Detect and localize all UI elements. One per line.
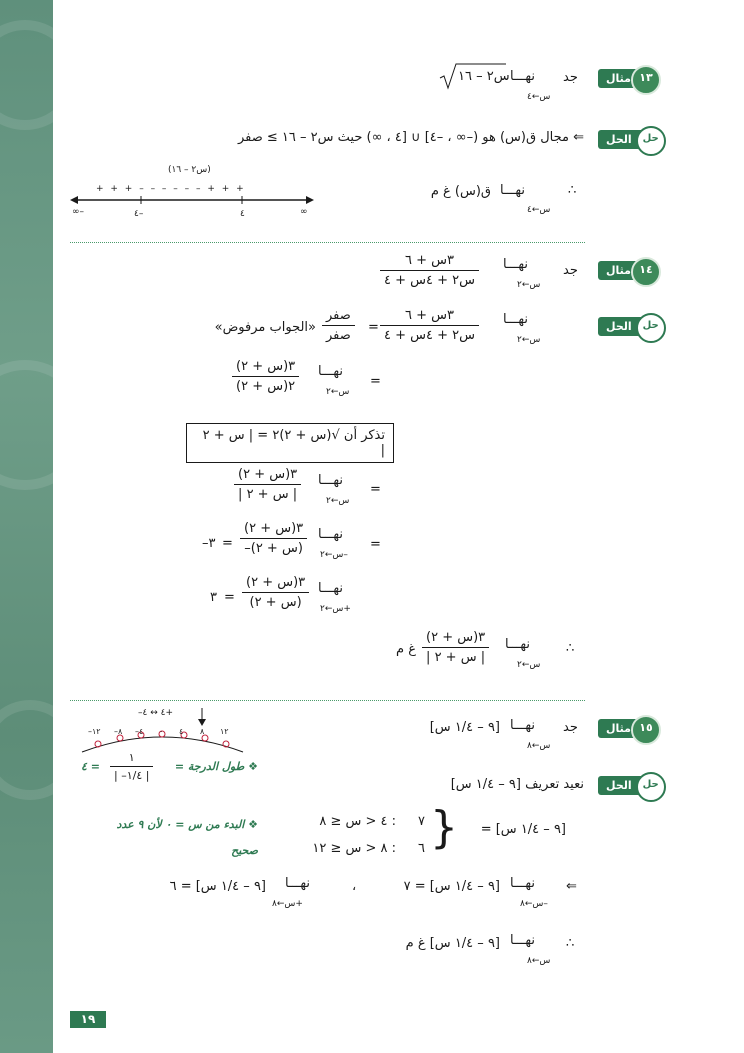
solution-label: الحل (606, 779, 632, 792)
rejected-note: «الجواب مرفوض» (214, 320, 316, 335)
denominator: | س + ٢ | (426, 650, 486, 665)
example-label: مثال (606, 264, 631, 277)
equals-sign: = (370, 374, 381, 389)
domain-statement: ⇐ مجال ق(س) هو (–∞ ، –٤] ∪ [٤ ، ∞) حيث س٢ – ١٦ ≥ صفر (237, 130, 584, 145)
therefore-symbol: ∴ (566, 641, 575, 656)
fraction (234, 467, 301, 502)
case-1-condition: : ٤ < س ≤ ٨ (319, 814, 396, 829)
limit-subscript: س←٢– (320, 550, 348, 560)
numerator: ٣(س + ٢) (242, 575, 309, 593)
section-divider (70, 700, 585, 701)
solution-14-badge (598, 317, 658, 336)
conclusion-14: غ م (396, 642, 416, 657)
left-brace: } (430, 802, 458, 853)
radicand: س٢ – ١٦ (458, 69, 510, 84)
sign-chart: + + + – – – – – – + + + (96, 184, 246, 194)
denominator: (س + ٢)٢ (236, 379, 296, 394)
arc-tick: –٤ (135, 727, 144, 736)
fraction (240, 521, 307, 556)
equals-sign: = (370, 537, 381, 552)
limit-operator: نهـــا (503, 257, 528, 272)
comma: ، (352, 879, 357, 894)
solution-icon: حل (636, 313, 666, 343)
case-2-value: ٦ (418, 841, 425, 856)
limit-operator: نهـــا (505, 637, 530, 652)
left-limit-result: –٣ (202, 536, 216, 551)
decor-circle (0, 360, 90, 490)
limit-subscript: س←٢ (517, 660, 541, 670)
find-text: جد (563, 263, 578, 278)
equals-sign: = (222, 536, 233, 551)
solution-13-badge (598, 130, 658, 149)
numerator: ١ (110, 751, 153, 767)
example-13-badge (598, 69, 653, 88)
example-number: ١٥ (631, 715, 661, 745)
denominator: صفر (326, 328, 351, 343)
arc-tick: ٤ (179, 727, 184, 736)
fraction (422, 630, 489, 665)
equals-sign: = (224, 590, 235, 605)
limit-subscript: س←٨+ (272, 899, 303, 909)
conclusion-15: [٩ – ١/٤ س] غ م (405, 936, 500, 951)
denominator: | –١/٤ | (114, 769, 150, 782)
fraction (380, 308, 479, 343)
solution-icon: حل (636, 126, 666, 156)
therefore-symbol: ∴ (568, 183, 577, 198)
limit-subscript: س←٤ (527, 205, 551, 215)
numerator: صفر (322, 308, 355, 326)
denominator: (س + ٢) (249, 595, 302, 610)
solution-label: الحل (606, 320, 632, 333)
denominator: س٢ + ٤س + ٤ (384, 328, 476, 343)
step-length-result: = ٤ (81, 760, 100, 773)
fraction (242, 575, 309, 610)
example-label: مثال (606, 72, 631, 85)
numerator: ٣(س + ٢) (234, 467, 301, 485)
redefine-text: نعيد تعريف [٩ – ١/٤ س] (450, 777, 584, 792)
limit-operator: نهـــا (510, 718, 535, 733)
left-limit-result: [٩ – ١/٤ س] = ٧ (403, 879, 500, 894)
conclusion-13: ق(س) غ م (430, 184, 491, 199)
limit-operator: نهـــا (500, 183, 525, 198)
implies-arrow: ⇐ (566, 879, 577, 894)
section-divider (70, 242, 585, 243)
denominator: –(س + ٢) (244, 541, 303, 556)
example-15-badge (598, 719, 653, 738)
limit-subscript: س←٤ (527, 92, 551, 102)
example-14-badge (598, 261, 653, 280)
equals-sign: = (370, 482, 381, 497)
fraction (380, 253, 479, 288)
arc-tick: ٠ (159, 727, 164, 736)
limit-operator: نهـــا (510, 69, 535, 84)
right-limit-result: [٩ – ١/٤ س] = ٦ (169, 879, 266, 894)
limit-subscript: س←٢ (517, 335, 541, 345)
step-length-note: ❖ طول الدرجة = (174, 760, 258, 773)
limit-operator: نهـــا (318, 364, 343, 379)
limit-operator: نهـــا (318, 581, 343, 596)
fraction (232, 359, 299, 394)
step-length-fraction (110, 751, 153, 782)
limit-subscript: س←٢ (326, 496, 350, 506)
arc-tick: ١٢ (220, 727, 229, 736)
limit-operator: نهـــا (318, 473, 343, 488)
start-point-note: ❖ البدء من س = ٠ لأن ٩ عدد صحيح (116, 818, 258, 857)
page-number: ١٩ (70, 1011, 106, 1028)
numerator: ٣(س + ٢) (422, 630, 489, 648)
solution-icon: حل (636, 772, 666, 802)
limit-operator: نهـــا (503, 312, 528, 327)
numerator: ٣(س + ٢) (240, 521, 307, 539)
therefore-symbol: ∴ (566, 936, 575, 951)
reminder-box: تذكر أن √(س + ٢)٢ = | س + ٢ | (186, 423, 394, 463)
arc-tick: –١٢ (88, 727, 101, 736)
right-limit-result: ٣ (210, 590, 217, 605)
arc-tick: ٨ (200, 727, 205, 736)
limit-operator: نهـــا (285, 876, 310, 891)
tick-neg4: ٤– (134, 209, 144, 219)
solution-label: الحل (606, 133, 632, 146)
tick-4: ٤ (240, 209, 245, 219)
neg-infinity: ∞– (72, 207, 84, 217)
piecewise-lhs: [٩ – ١/٤ س] = (480, 822, 566, 837)
limit-subscript: س←٨ (527, 741, 551, 751)
numerator: ٣(س + ٢) (232, 359, 299, 377)
limit-subscript: س←٢ (326, 387, 350, 397)
denominator: | س + ٢ | (238, 487, 298, 502)
example-number: ١٣ (631, 65, 661, 95)
limit-operator: نهـــا (510, 933, 535, 948)
floor-expression: [٩ – ١/٤ س] (429, 720, 500, 735)
decorative-side-strip (0, 0, 53, 1053)
example-label: مثال (606, 722, 631, 735)
decor-circle (0, 700, 80, 800)
limit-operator: نهـــا (510, 876, 535, 891)
limit-subscript: س←٢+ (320, 604, 351, 614)
numerator: ٣س + ٦ (380, 253, 479, 271)
limit-subscript: س←٨– (520, 899, 548, 909)
find-text: جد (563, 70, 578, 85)
zero-over-zero (322, 308, 355, 343)
example-number: ١٤ (631, 257, 661, 287)
arc-tick: –٨ (114, 727, 123, 736)
limit-subscript: س←٨ (527, 956, 551, 966)
denominator: س٢ + ٤س + ٤ (384, 273, 476, 288)
number-line-label: (س٢ – ١٦) (168, 165, 211, 175)
arc-top-label: –٤ ↔ ٤+ (138, 708, 173, 718)
solution-15-badge (598, 776, 658, 795)
number-line (70, 193, 315, 207)
pos-infinity: ∞ (300, 207, 308, 217)
decor-circle (0, 20, 80, 130)
case-2-condition: : ٨ < س ≤ ١٢ (312, 841, 396, 856)
numerator: ٣س + ٦ (380, 308, 479, 326)
limit-subscript: س←٢ (517, 280, 541, 290)
find-text: جد (563, 720, 578, 735)
case-1-value: ٧ (418, 814, 425, 829)
limit-operator: نهـــا (318, 527, 343, 542)
equals-sign: = (368, 320, 379, 335)
